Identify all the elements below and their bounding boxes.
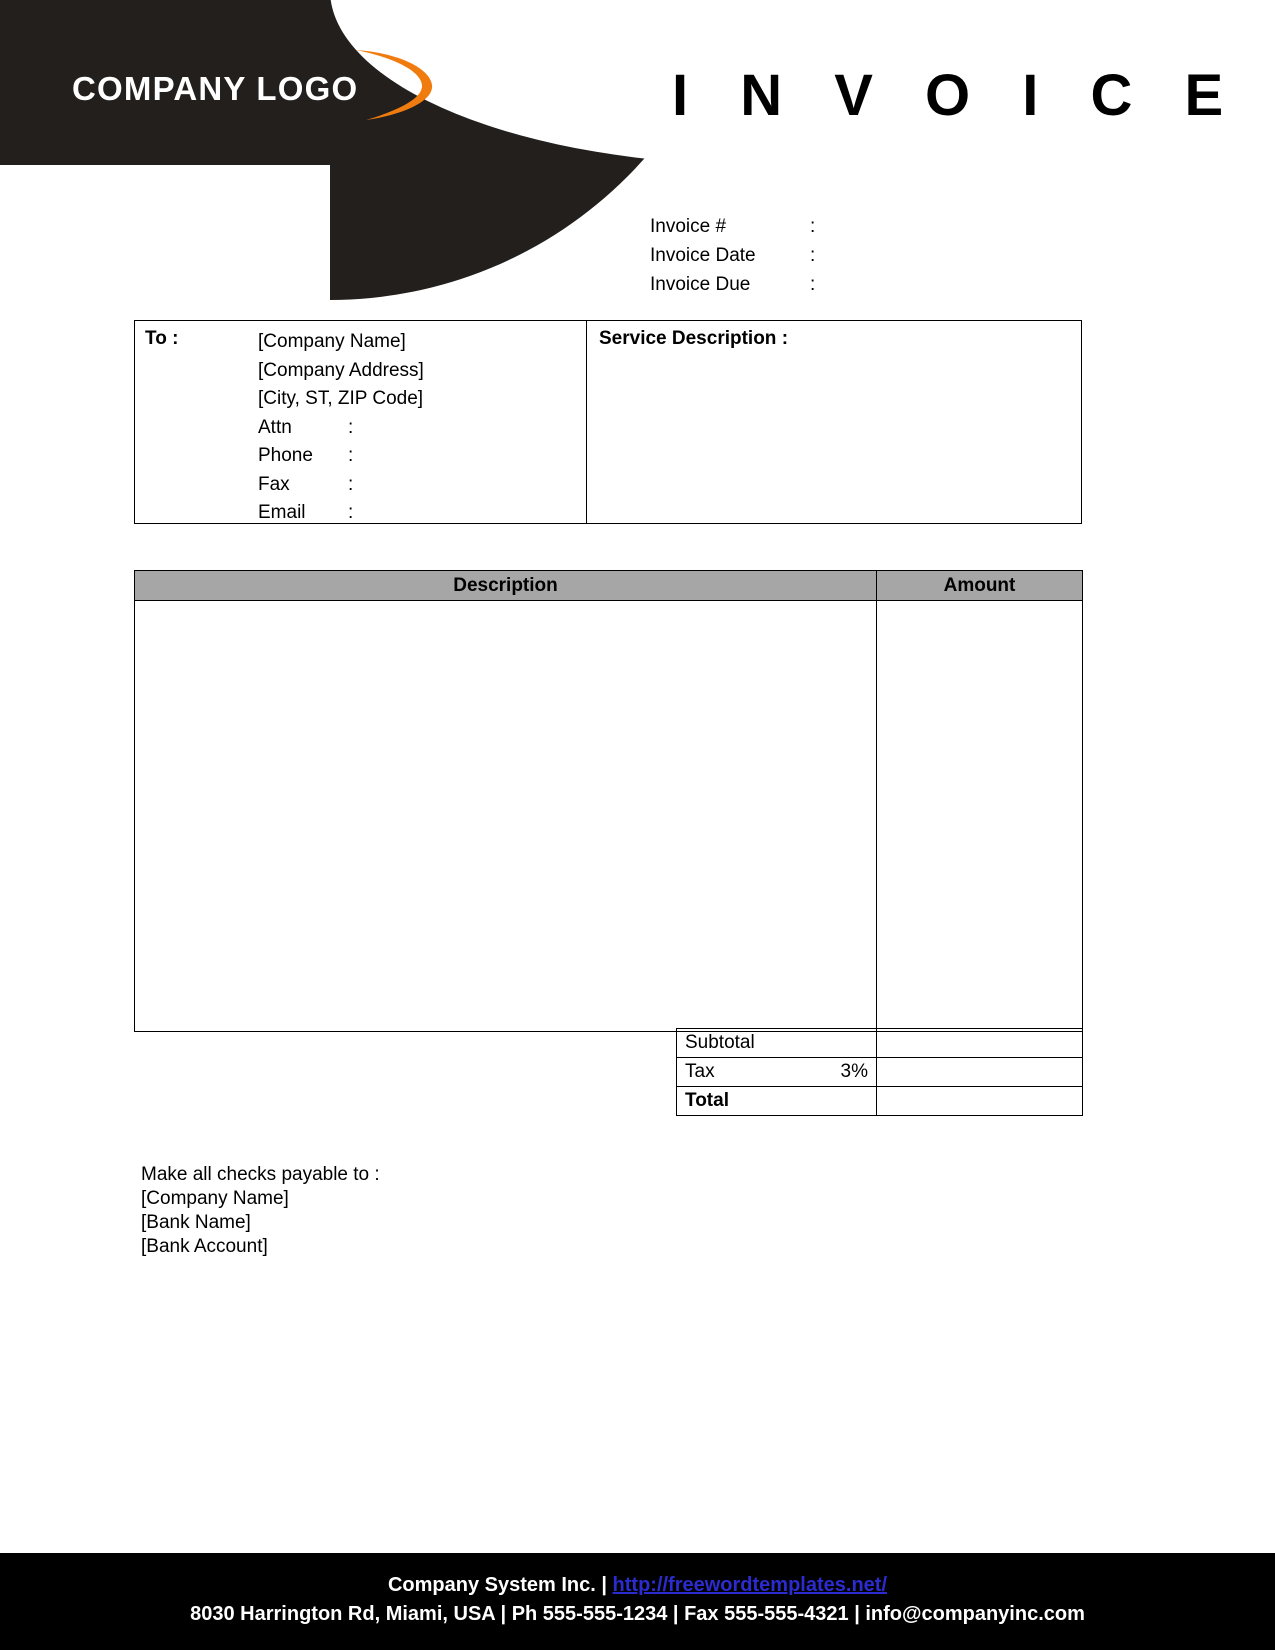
bill-to-email-row	[258, 499, 586, 528]
payable-bank-name[interactable]: [Bank Name]	[141, 1212, 251, 1233]
footer-company-name: Company System Inc. |	[387, 1574, 607, 1596]
footer-address-line: 8030 Harrington Rd, Miami, USA | Ph 555-555-1234 | Fax 555-555-4321 | info@companyinc.com	[190, 1603, 1085, 1625]
line-items-table	[134, 570, 1082, 1032]
bill-to-attn-colon: :	[348, 416, 354, 438]
footer-website-link[interactable]: http://freewordtemplates.net/	[612, 1574, 888, 1596]
service-description-panel[interactable]	[587, 321, 1081, 523]
page-footer	[0, 1553, 1275, 1650]
bill-to-panel	[135, 321, 587, 523]
total-row	[677, 1087, 1083, 1116]
bill-to-city-state-zip[interactable]: [City, ST, ZIP Code]	[258, 388, 424, 409]
subtotal-value[interactable]	[877, 1029, 1083, 1058]
payment-instructions	[141, 1163, 380, 1259]
subtotal-label: Subtotal	[677, 1029, 877, 1058]
footer-company-line	[0, 1553, 1275, 1599]
tax-label-cell	[677, 1058, 877, 1087]
invoice-due-label: Invoice Due	[650, 274, 751, 295]
payable-bank-account[interactable]: [Bank Account]	[141, 1236, 268, 1257]
invoice-date-colon: :	[810, 245, 816, 266]
total-value[interactable]	[877, 1087, 1083, 1116]
tax-label: Tax	[685, 1061, 715, 1082]
amount-body-cell[interactable]	[877, 601, 1083, 1032]
bill-to-company-name[interactable]: [Company Name]	[258, 331, 406, 352]
bill-to-lines	[258, 328, 586, 528]
payable-heading: Make all checks payable to :	[141, 1164, 380, 1185]
invoice-date-row	[650, 241, 828, 270]
tax-value[interactable]	[877, 1058, 1083, 1087]
bill-to-service-box	[134, 320, 1082, 524]
invoice-due-colon: :	[810, 274, 816, 295]
tax-rate[interactable]: 3%	[840, 1061, 868, 1082]
invoice-date-label: Invoice Date	[650, 245, 756, 266]
table-row	[135, 601, 1083, 1032]
page-title: I N V O I C E	[672, 63, 1242, 128]
tax-row	[677, 1058, 1083, 1087]
invoice-number-row	[650, 212, 828, 241]
logo-swoosh-icon	[348, 32, 448, 132]
invoice-meta	[650, 212, 828, 299]
invoice-number-label: Invoice #	[650, 216, 727, 237]
bill-to-attn-row	[258, 414, 586, 443]
payable-company-name[interactable]: [Company Name]	[141, 1188, 289, 1209]
bill-to-phone-label: Phone	[258, 445, 313, 466]
column-header-description: Description	[135, 571, 877, 601]
total-label: Total	[677, 1087, 877, 1116]
page-header	[0, 0, 1275, 165]
bill-to-label: To :	[145, 328, 179, 349]
subtotal-row	[677, 1029, 1083, 1058]
company-logo-text: COMPANY LOGO	[72, 70, 359, 107]
bill-to-attn-label: Attn	[258, 416, 292, 438]
description-body-cell[interactable]	[135, 601, 877, 1032]
totals-table	[676, 1028, 1082, 1116]
bill-to-email-colon: :	[348, 502, 354, 523]
bill-to-email-label: Email	[258, 502, 306, 523]
bill-to-fax-colon: :	[348, 473, 354, 495]
bill-to-phone-colon: :	[348, 445, 354, 466]
invoice-number-colon: :	[810, 216, 816, 237]
bill-to-company-address[interactable]: [Company Address]	[258, 359, 424, 381]
table-header-row	[135, 571, 1083, 601]
bill-to-fax-row	[258, 471, 586, 500]
invoice-due-row	[650, 270, 828, 299]
bill-to-phone-row	[258, 442, 586, 471]
service-description-label: Service Description :	[599, 328, 789, 349]
column-header-amount: Amount	[877, 571, 1083, 601]
bill-to-fax-label: Fax	[258, 473, 290, 495]
